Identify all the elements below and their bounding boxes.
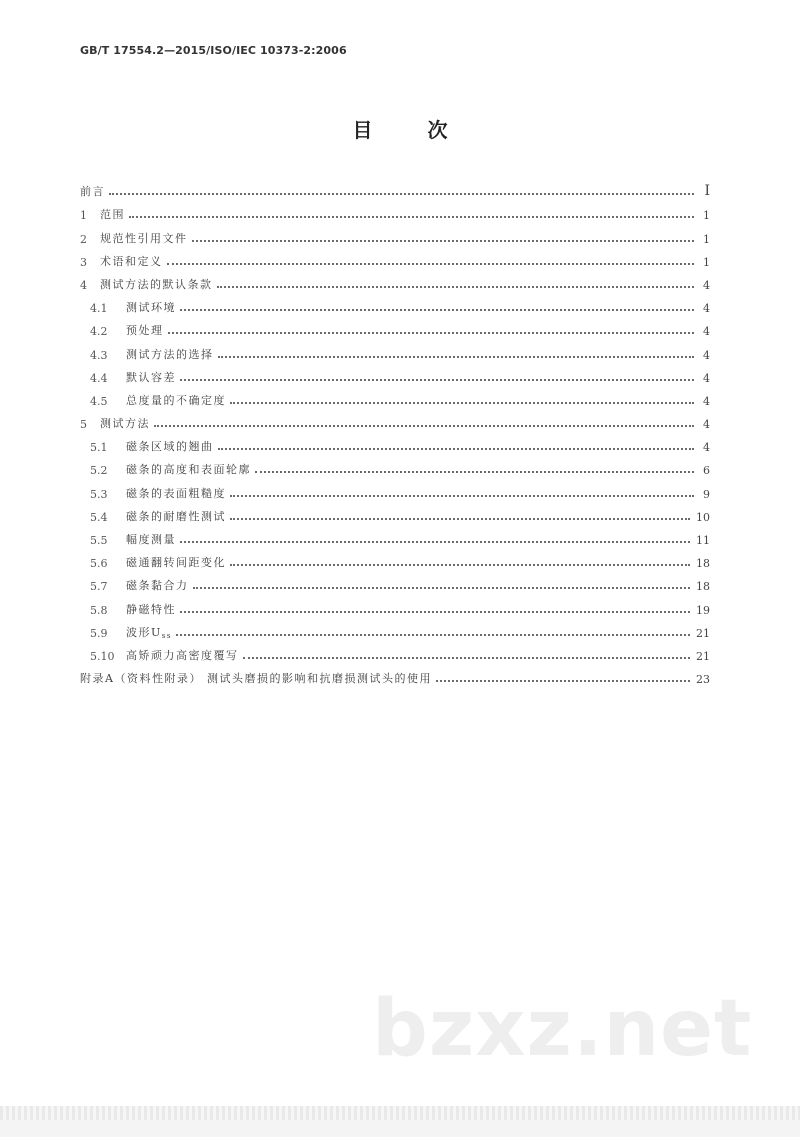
toc-entry[interactable] (80, 292, 710, 315)
toc-entry-number: 5.7 (90, 580, 108, 594)
toc-entry[interactable] (80, 199, 710, 222)
toc-entry-page-number: 18 (696, 557, 710, 571)
toc-entry-label (126, 647, 243, 663)
toc-entry[interactable] (80, 570, 710, 593)
toc-entry-page-number: I (704, 183, 710, 200)
toc-entry-label-text: 测试方法的默认条款 (100, 277, 213, 291)
toc-entry-number: 5.3 (90, 487, 108, 501)
toc-entry[interactable] (80, 431, 710, 454)
toc-entry-page-number: 10 (696, 510, 710, 524)
toc-entry-label-text: 磁条黏合力 (126, 579, 189, 593)
toc-entry-label (126, 508, 230, 524)
toc-entry[interactable] (80, 617, 710, 640)
toc-dot-leader (218, 448, 695, 450)
toc-entry-number: 5.4 (90, 510, 108, 524)
toc-entry-page-number: 4 (703, 371, 710, 385)
toc-dot-leader (230, 564, 690, 566)
toc-entry-label-text: 附录A（资料性附录） 测试头磨损的影响和抗磨损测试头的使用 (80, 672, 432, 686)
toc-dot-leader (217, 286, 695, 288)
toc-entry-label (126, 299, 180, 315)
toc-entry-label (100, 253, 167, 269)
toc-dot-leader (129, 216, 694, 218)
toc-entry-page-number: 4 (703, 325, 710, 339)
toc-entry-label-text: 测试方法的选择 (126, 347, 214, 361)
toc-dot-leader (167, 263, 695, 265)
toc-entry-label (126, 531, 180, 547)
toc-entry-number: 5.8 (90, 603, 108, 617)
toc-entry-number: 5.9 (90, 626, 108, 640)
page-bottom-edge (0, 1106, 800, 1120)
toc-dot-leader (176, 634, 690, 636)
toc-entry-label (126, 438, 218, 454)
toc-entry-number: 5.1 (90, 441, 108, 455)
toc-dot-leader (255, 471, 694, 473)
toc-entry-page-number: 11 (696, 534, 710, 547)
toc-entry-subscript: ss (161, 631, 172, 640)
page-title: 目 次 (352, 118, 472, 142)
toc-entry-label-text: 高矫顽力高密度覆写 (126, 648, 239, 662)
toc-entry-label (126, 485, 230, 501)
toc-entry-number: 5.5 (90, 534, 108, 547)
toc-entry-label (126, 601, 180, 617)
toc-entry-label-text: 磁条的高度和表面轮廓 (126, 463, 251, 477)
toc-entry-label (126, 461, 255, 477)
watermark: bzxz.net (372, 984, 753, 1074)
toc-entry-label-text: 磁条的耐磨性测试 (126, 509, 226, 523)
toc-dot-leader (230, 402, 694, 404)
toc-dot-leader (180, 379, 694, 381)
toc-entry[interactable] (80, 362, 710, 385)
toc-entry-page-number: 1 (703, 255, 710, 269)
toc-entry-number: 4.4 (90, 371, 108, 385)
toc-entry-number: 4.1 (90, 302, 108, 316)
toc-entry-label-text: 默认容差 (126, 370, 176, 384)
toc-entry-label-text: 波形U (126, 625, 162, 639)
toc-entry-number: 1 (80, 209, 87, 223)
toc-entry[interactable] (80, 338, 710, 361)
toc-entry-number: 2 (80, 232, 87, 246)
toc-entry[interactable] (80, 176, 710, 199)
toc-dot-leader (436, 680, 690, 682)
toc-dot-leader (109, 193, 694, 195)
toc-entry-label (80, 183, 109, 199)
toc-entry-label (80, 670, 436, 686)
toc-dot-leader (218, 356, 695, 358)
toc-dot-leader (168, 332, 695, 334)
toc-entry[interactable] (80, 547, 710, 570)
toc-dot-leader (192, 240, 695, 242)
toc-dot-leader (180, 611, 690, 613)
toc-entry[interactable] (80, 640, 710, 663)
toc-entry[interactable] (80, 222, 710, 245)
toc-entry[interactable] (80, 501, 710, 524)
toc-entry-label (126, 322, 168, 338)
toc-entry-label-text: 总度量的不确定度 (126, 393, 226, 407)
toc-entry-page-number: 4 (703, 278, 710, 292)
toc-entry-label-text: 前言 (80, 185, 105, 199)
toc-entry-page-number: 9 (703, 487, 710, 501)
toc-entry-number: 5.2 (90, 464, 108, 478)
toc-entry-page-number: 21 (696, 626, 710, 640)
toc-entry-label (100, 230, 192, 246)
toc-entry[interactable] (80, 315, 710, 338)
toc-entry[interactable] (80, 477, 710, 500)
toc-entry[interactable] (80, 246, 710, 269)
toc-entry-page-number: 1 (703, 232, 710, 246)
toc-dot-leader (243, 657, 691, 659)
toc-entry-number: 5.6 (90, 557, 108, 571)
toc-entry-page-number: 19 (696, 603, 710, 617)
table-of-contents (80, 176, 710, 686)
toc-entry-label (126, 554, 230, 570)
toc-entry[interactable] (80, 663, 710, 686)
toc-dot-leader (230, 495, 694, 497)
toc-entry-label (126, 624, 176, 640)
toc-entry-page-number: 4 (703, 418, 710, 432)
toc-entry-label-text: 磁通翻转间距变化 (126, 556, 226, 570)
toc-entry-label-text: 静磁特性 (126, 602, 176, 616)
toc-entry-label-text: 幅度测量 (126, 533, 176, 546)
toc-entry-label (100, 206, 129, 222)
toc-entry-number: 4.2 (90, 325, 108, 339)
toc-entry-page-number: 4 (703, 441, 710, 455)
toc-entry[interactable] (80, 454, 710, 477)
toc-entry[interactable] (80, 385, 710, 408)
toc-dot-leader (193, 587, 691, 589)
toc-entry-label (126, 392, 230, 408)
toc-dot-leader (154, 425, 694, 427)
toc-entry-label-text: 磁条区域的翘曲 (126, 440, 214, 454)
toc-entry-page-number: 18 (696, 580, 710, 594)
standard-number-header: GB/T 17554.2—2015/ISO/IEC 10373-2:2006 (80, 44, 347, 57)
toc-entry-page-number: 4 (703, 348, 710, 362)
toc-entry-label-text: 预处理 (126, 324, 164, 338)
toc-entry-number: 4 (80, 278, 87, 292)
toc-entry-label (100, 276, 217, 292)
toc-entry[interactable] (80, 269, 710, 292)
toc-dot-leader (180, 541, 690, 543)
toc-dot-leader (180, 309, 694, 311)
toc-dot-leader (230, 518, 690, 520)
toc-entry-label-text: 磁条的表面粗糙度 (126, 486, 226, 500)
toc-entry-page-number: 21 (696, 649, 710, 663)
toc-entry-number: 3 (80, 255, 87, 269)
toc-entry-label-text: 术语和定义 (100, 254, 163, 268)
toc-entry-number: 4.3 (90, 348, 108, 362)
toc-entry[interactable] (80, 524, 710, 547)
toc-entry-number: 5 (80, 418, 87, 432)
toc-entry-page-number: 6 (703, 464, 710, 478)
toc-entry-page-number: 4 (703, 394, 710, 408)
toc-entry-label-text: 规范性引用文件 (100, 231, 188, 245)
toc-entry-label (100, 415, 154, 431)
toc-entry-label-text: 测试方法 (100, 417, 150, 431)
toc-entry-label (126, 577, 193, 593)
toc-entry-label-text: 测试环境 (126, 301, 176, 315)
page-bottom-shade (0, 1120, 800, 1137)
toc-entry-label (126, 346, 218, 362)
toc-entry-page-number: 4 (703, 302, 710, 316)
toc-entry-label (126, 369, 180, 385)
toc-entry[interactable] (80, 593, 710, 616)
toc-entry-label-text: 范围 (100, 208, 125, 222)
toc-entry-number: 5.10 (90, 649, 115, 663)
toc-entry[interactable] (80, 408, 710, 431)
toc-entry-page-number: 23 (696, 673, 710, 687)
toc-entry-page-number: 1 (703, 209, 710, 223)
toc-entry-number: 4.5 (90, 394, 108, 408)
